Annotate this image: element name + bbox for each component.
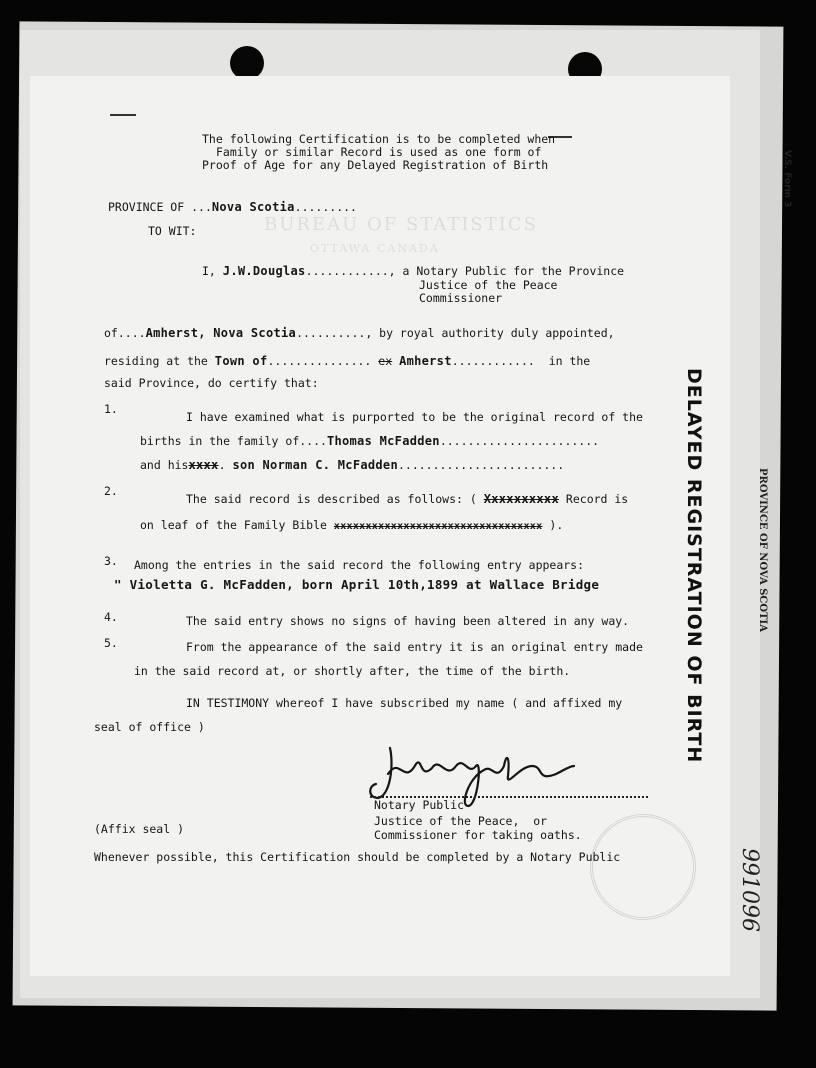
header-line: The following Certification is to be completed when bbox=[202, 132, 556, 146]
struck-text: xxxxxxxxxxxxxxxxxxxxxxxxxxxxxxxxx bbox=[333, 521, 543, 532]
birth-entry: " Violetta G. McFadden, born April 10th,1899 at Wallace Bridge bbox=[114, 577, 600, 592]
of-value: Amherst, Nova Scotia bbox=[145, 326, 297, 340]
son-row: and hisxxxx. son Norman C. McFadden........................ bbox=[140, 458, 565, 472]
province-row: PROVINCE OF ...Nova Scotia......... bbox=[108, 200, 357, 214]
struck-text: Xxxxxxxxxx bbox=[483, 492, 559, 506]
bible-prefix: on leaf of the Family Bible bbox=[140, 518, 327, 532]
to-wit: TO WIT: bbox=[148, 224, 197, 238]
watermark-text: OTTAWA CANADA bbox=[310, 242, 440, 255]
certificate-page bbox=[30, 76, 730, 976]
header-line: Family or similar Record is used as one form of bbox=[216, 145, 542, 159]
signature-title: Notary Public bbox=[374, 798, 465, 812]
item-text: in the said record at, or shortly after, the time of the birth. bbox=[134, 664, 571, 678]
family-row: births in the family of....Thomas McFadden....................... bbox=[140, 434, 600, 448]
affix-seal: (Affix seal ) bbox=[94, 822, 185, 836]
item-text: Among the entries in the said record the following entry appears: bbox=[134, 558, 585, 572]
residing-town: Town of bbox=[214, 354, 268, 368]
of-suffix: , by royal authority duly appointed, bbox=[365, 326, 615, 340]
province-label: PROVINCE OF bbox=[108, 200, 185, 214]
family-prefix: births in the family of bbox=[140, 434, 300, 448]
son-prefix: and his bbox=[140, 458, 189, 472]
item-text: The said entry shows no signs of having been altered in any way. bbox=[186, 614, 630, 628]
family-name: Thomas McFadden bbox=[326, 434, 440, 448]
declarant-row: I, J.W.Douglas............, a Notary Public for the Province bbox=[202, 264, 625, 278]
record-prefix: The said record is described as follows: ( bbox=[186, 492, 477, 506]
seal-impression bbox=[590, 814, 696, 920]
item-number: 5. bbox=[104, 636, 118, 650]
bible-row bbox=[140, 518, 563, 534]
mark bbox=[110, 114, 136, 116]
testimony-line: IN TESTIMONY whereof I have subscribed my name ( and affixed my bbox=[186, 696, 623, 710]
signature-title: Justice of the Peace, or bbox=[374, 814, 548, 828]
testimony-line: seal of office ) bbox=[94, 720, 205, 734]
form-number: V.S. Form 3 bbox=[782, 150, 792, 208]
signature-title: Commissioner for taking oaths. bbox=[374, 828, 582, 842]
item-number: 3. bbox=[104, 554, 118, 568]
declarant-name: J.W.Douglas bbox=[222, 264, 306, 278]
item-number: 2. bbox=[104, 484, 118, 498]
declarant-role: , a Notary Public for the Province bbox=[388, 264, 625, 278]
residing-prefix: residing at the bbox=[104, 354, 208, 368]
declarant-prefix: I, bbox=[202, 264, 216, 278]
declarant-role: Commissioner bbox=[419, 291, 503, 305]
son-name: son Norman C. McFadden bbox=[232, 458, 398, 472]
punch-hole bbox=[230, 46, 264, 80]
header-line: Proof of Age for any Delayed Registration of Birth bbox=[202, 158, 549, 172]
residing-value: Amherst bbox=[399, 354, 452, 368]
record-suffix: Record is bbox=[565, 492, 629, 506]
item-number: 4. bbox=[104, 610, 118, 624]
residing-row: residing at the Town of............... ex Amherst............ in the bbox=[104, 354, 591, 368]
residing-suffix: in the bbox=[548, 354, 591, 368]
item-text: From the appearance of the said entry it is an original entry made bbox=[186, 640, 643, 654]
struck-text: ex bbox=[378, 354, 393, 368]
watermark-text: BUREAU OF STATISTICS bbox=[264, 214, 538, 235]
footer-note: Whenever possible, this Certification should be completed by a Notary Public bbox=[94, 850, 621, 864]
struck-text: xxxx bbox=[188, 458, 219, 472]
side-province: PROVINCE OF NOVA SCOTIA bbox=[757, 468, 768, 632]
record-row bbox=[186, 492, 628, 506]
item-text: I have examined what is purported to be the original record of the bbox=[186, 410, 643, 424]
declarant-role: Justice of the Peace bbox=[419, 278, 558, 292]
file-number: 991096 bbox=[737, 848, 762, 932]
of-row: of....Amherst, Nova Scotia.........., by royal authority duly appointed, bbox=[104, 326, 615, 340]
province-value: Nova Scotia bbox=[211, 200, 295, 214]
bible-suffix: ). bbox=[549, 518, 564, 532]
item-number: 1. bbox=[104, 402, 118, 416]
side-title: DELAYED REGISTRATION OF BIRTH bbox=[683, 368, 705, 764]
of-prefix: of bbox=[104, 326, 118, 340]
certify-line: said Province, do certify that: bbox=[104, 376, 319, 390]
